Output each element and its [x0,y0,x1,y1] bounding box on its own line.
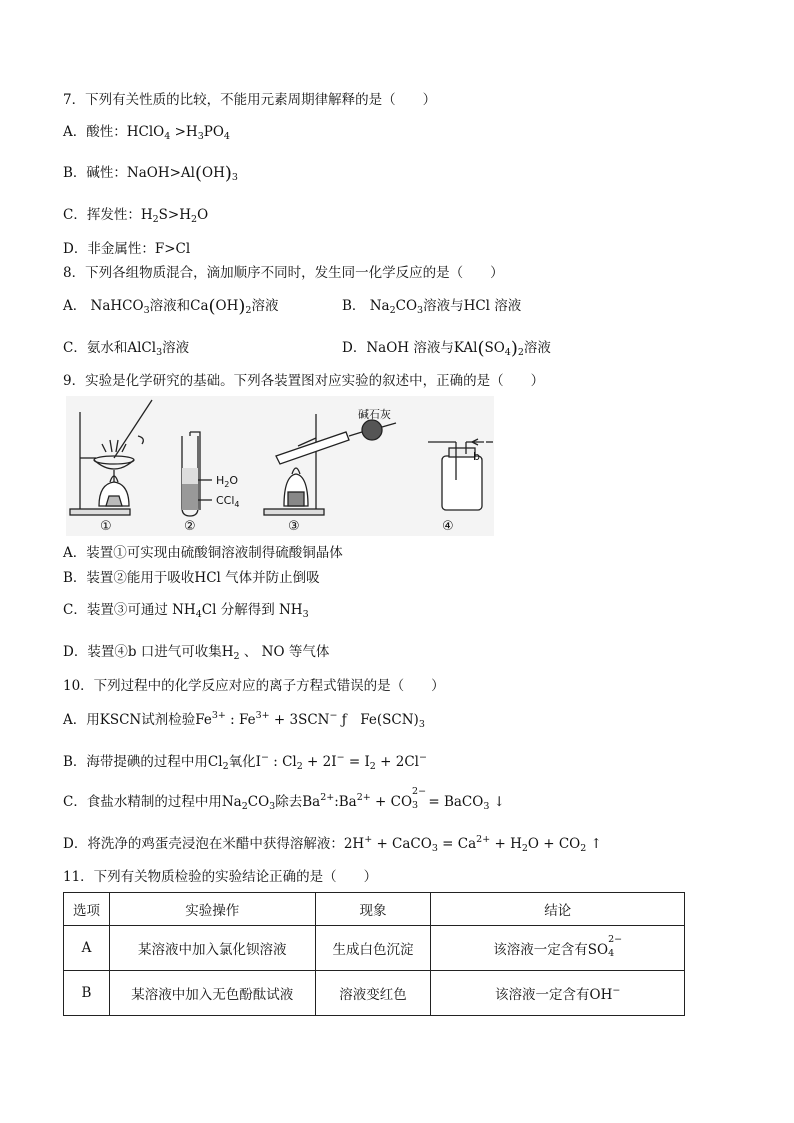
label-ccl4: CCl$_4$ [216,494,240,509]
cell-operation: 某溶液中加入氯化钡溶液 [109,926,315,971]
q9-option-d: D．装置④b 口进气可收集$H_2$ 、 NO 等气体 [63,644,330,662]
cell-option: A [64,926,110,971]
label-apparatus-3: ③ [288,519,300,534]
q11-table [63,892,685,1016]
q9-option-b: B．装置②能用于吸收HCl 气体并防止倒吸 [63,570,320,586]
q7-stem: 7．下列有关性质的比较，不能用元素周期律解释的是（ ） [63,92,437,108]
q7-option-a: A．酸性：HClO$_4$ $>H_3PO_4$ [63,124,230,142]
q11-stem: 11．下列有关物质检验的实验结论正确的是（ ） [63,869,378,885]
cell-conclusion: 该溶液一定含有SO 2− 4 [431,926,685,971]
q9-option-a: A．装置①可实现由硫酸铜溶液制得硫酸铜晶体 [63,545,343,561]
q10-option-a: A．用KSCN试剂检验$Fe^{3+}$ : $Fe^{3+} + 3SCN^-$ ƒ $Fe(SCN)_3$ [63,710,425,730]
cell-conclusion: 该溶液一定含有OH− [431,971,685,1016]
label-apparatus-4: ④ [442,519,454,534]
header-conclusion: 结论 [431,893,685,926]
table-header-row [64,893,685,926]
table-row [64,926,685,971]
q8-option-b: B． $Na_2CO_3$溶液与HCl 溶液 [342,298,522,316]
q10-option-c: C．食盐水精制的过程中用$Na_2CO_3$除去$Ba^{2+}:Ba^{2+}$ + CO 2− 3 = BaCO$_3$ ↓ [63,786,505,812]
q10-option-b: B．海带提碘的过程中用$Cl_2$氧化I− : $Cl_2 + 2I^- = I_2 + 2Cl^-$ [63,752,427,772]
q7-option-d: D．非金属性：F>Cl [63,241,191,257]
cell-phenomenon: 生成白色沉淀 [315,926,431,971]
q8-stem: 8．下列各组物质混合，滴加顺序不同时，发生同一化学反应的是（ ） [63,265,504,281]
label-h2o: $H_2O$ [216,474,239,489]
header-phenomenon: 现象 [315,893,431,926]
q9-option-c: C．装置③可通过 $NH_4Cl$ 分解得到 $NH_3$ [63,602,309,620]
cell-phenomenon: 溶液变红色 [315,971,431,1016]
label-apparatus-2: ② [184,519,196,534]
q10-option-d: D．将洗净的鸡蛋壳浸泡在米醋中获得溶解液：2H+ + CaCO$_3$ = $Ca^{2+} + H_2O + CO_2$ ↑ [63,834,602,854]
label-apparatus-1: ① [100,519,112,534]
header-operation: 实验操作 [109,893,315,926]
q8-option-d: D．NaOH 溶液与$KAl(SO_4)_2$溶液 [342,338,551,359]
cell-option: B [64,971,110,1016]
q10-stem: 10．下列过程中的化学反应对应的离子方程式错误的是（ ） [63,678,445,694]
q9-stem: 9．实验是化学研究的基础。下列各装置图对应实验的叙述中，正确的是（ ） [63,373,545,389]
label-b: b [473,450,480,463]
label-soda-lime: 碱石灰 [358,408,391,421]
cell-operation: 某溶液中加入无色酚酞试液 [109,971,315,1016]
q7-option-b: B．碱性：$NaOH>Al(OH)_3$ [63,163,238,184]
q8-option-a: A． NaHCO$_3$溶液和$Ca(OH)_2$溶液 [63,296,279,317]
apparatus-figure [66,396,494,536]
header-option: 选项 [64,893,110,926]
table-row [64,971,685,1016]
q8-option-c: C．氨水和AlCl$_3$溶液 [63,340,190,358]
q7-option-c: C．挥发性：$H_2S>H_2O$ [63,207,209,225]
